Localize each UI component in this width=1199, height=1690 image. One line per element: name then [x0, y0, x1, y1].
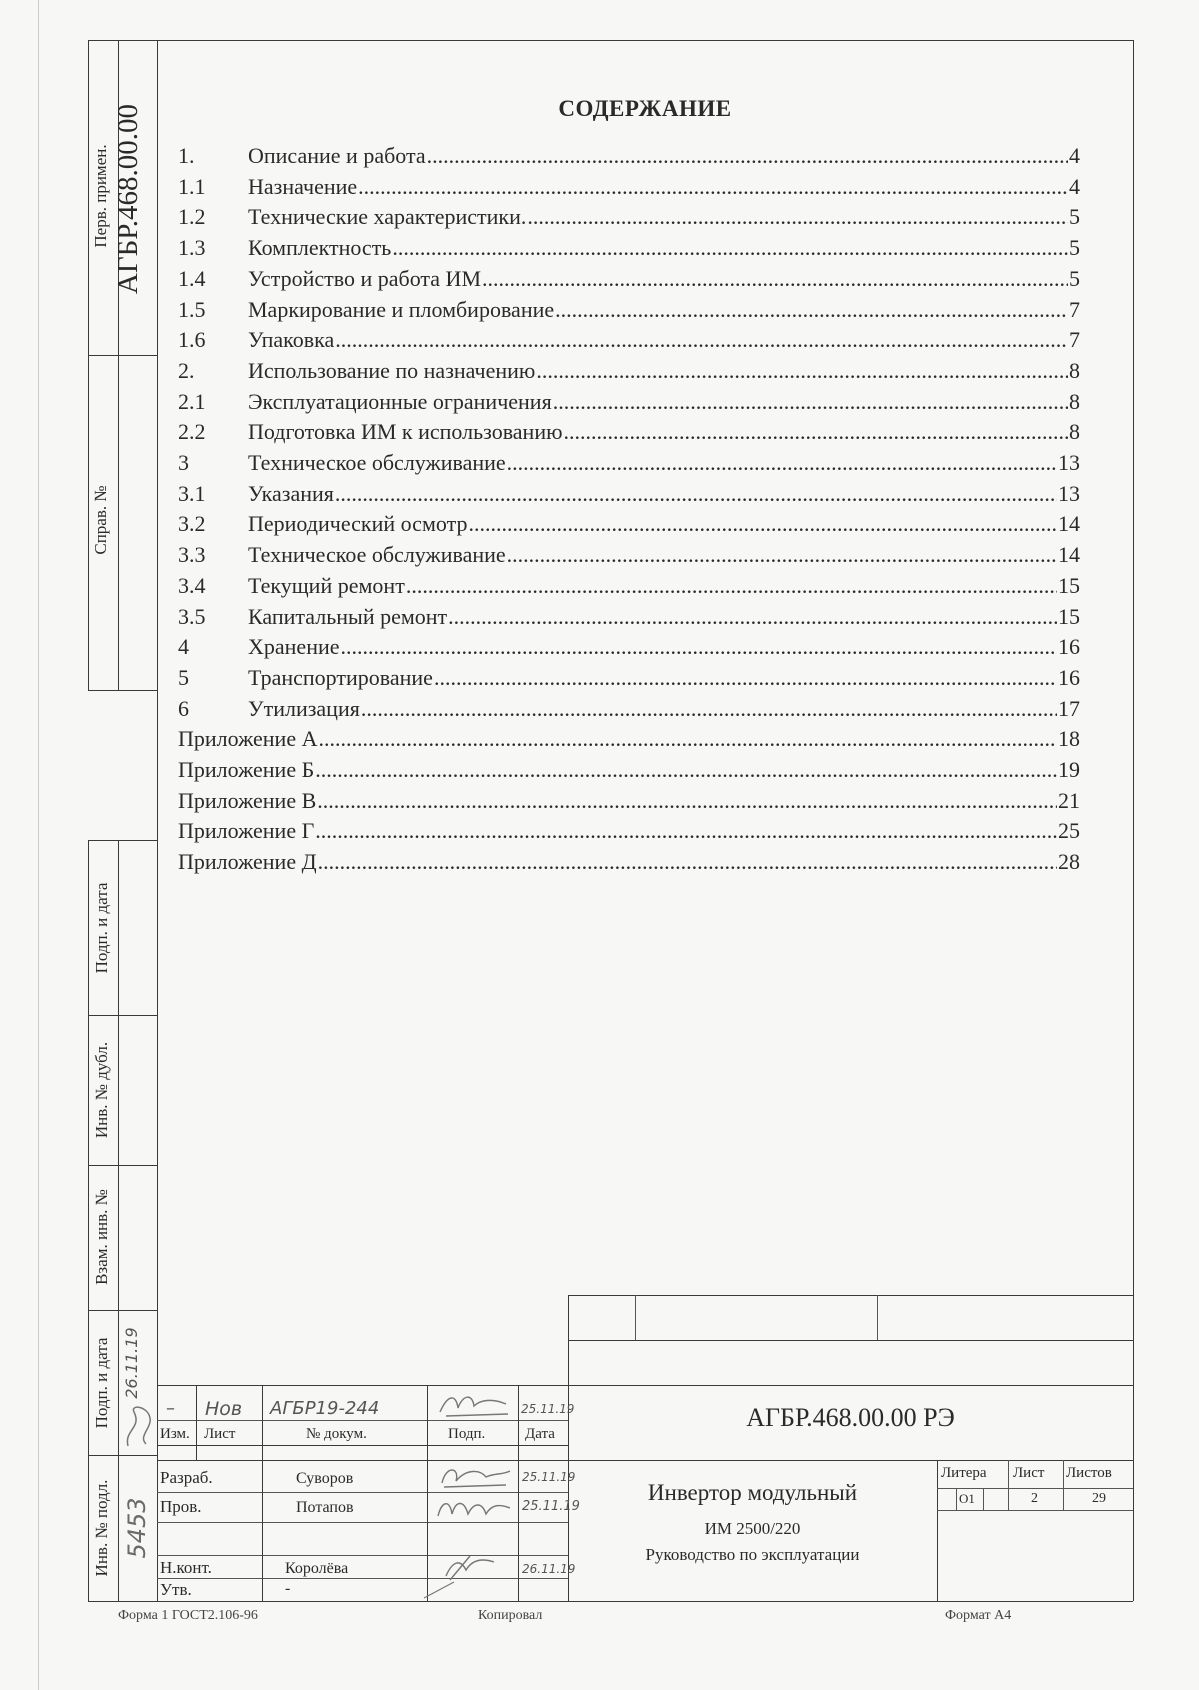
toc-item-page: 4	[1069, 173, 1080, 199]
perv-primen-value: АГБР.468.00.00	[112, 103, 144, 295]
toc-item-page: 21	[1058, 787, 1080, 813]
toc-item-number: 5	[178, 664, 189, 690]
date-razrab: 25.11.19	[522, 1470, 576, 1484]
podp-data-bottom-label: Подп. и дата	[92, 1337, 111, 1429]
toc-item-page: 7	[1069, 327, 1080, 353]
role-utv: Утв.	[160, 1580, 192, 1599]
toc-item-number: 3	[178, 450, 189, 475]
toc-item-leader	[335, 327, 1068, 353]
toc-item	[178, 844, 1080, 875]
toc-item-title: Приложение Д	[178, 849, 317, 875]
toc-item-title: Указания	[248, 480, 334, 506]
toc-item	[178, 721, 1080, 752]
toc-item-page: 14	[1058, 542, 1080, 568]
podp-data-top-label: Подп. и дата	[92, 882, 111, 974]
toc-item-title: Подготовка ИМ к использованию	[248, 419, 563, 445]
toc-item-number: 3.1	[178, 480, 206, 506]
toc-item-title: Приложение Г	[178, 818, 315, 844]
toc-item-leader	[341, 634, 1057, 660]
toc-item-number: 3.2	[178, 511, 206, 537]
toc-item-title: Утилизация	[248, 695, 360, 721]
toc-item	[178, 629, 1080, 660]
toc-item-page: 25	[1058, 818, 1080, 844]
role-nkont: Н.конт.	[160, 1558, 212, 1577]
header-date: Дата	[525, 1426, 555, 1442]
toc-item	[178, 476, 1080, 507]
toc-item-page: 15	[1058, 572, 1080, 598]
toc-item-leader	[553, 389, 1068, 415]
product-model: ИМ 2500/220	[704, 1519, 801, 1538]
toc-item-page: 14	[1058, 511, 1080, 537]
inv-podl-value: 5453	[123, 1497, 151, 1559]
toc-item-number: 1.5	[178, 296, 206, 322]
toc-item-number: 2.2	[178, 419, 206, 445]
toc-item-title: Капитальный ремонт	[248, 603, 448, 629]
toc-item	[178, 353, 1080, 384]
toc-item-page: 5	[1069, 204, 1080, 230]
signature-razrab-icon	[436, 1463, 514, 1491]
toc-item-number: 1.	[178, 143, 195, 168]
change-signature-icon	[436, 1390, 514, 1420]
toc-item-leader	[358, 174, 1068, 200]
toc-item	[178, 599, 1080, 630]
toc-item	[178, 506, 1080, 537]
toc-item-title: Хранение	[248, 634, 340, 660]
signature-utv-icon	[420, 1578, 460, 1600]
toc-item	[178, 445, 1080, 476]
name-razrab: Суворов	[296, 1470, 354, 1487]
toc-item	[178, 138, 1080, 169]
sprav-no-label: Справ. №	[91, 485, 110, 555]
toc-item-number: 1.1	[178, 173, 206, 199]
change-list: Нов	[205, 1398, 243, 1420]
header-doc: № докум.	[306, 1426, 367, 1442]
name-prov: Потапов	[296, 1499, 354, 1516]
litera-label: Литера	[941, 1465, 987, 1481]
toc-item-title: Приложение В	[178, 787, 317, 813]
toc-item-number: 1.4	[178, 265, 206, 291]
toc-item-leader	[427, 143, 1068, 169]
toc-item-title: Приложение А	[178, 726, 318, 752]
footer-format: Формат А4	[945, 1608, 1012, 1623]
header-izm: Изм.	[160, 1426, 190, 1442]
role-razrab: Разраб.	[160, 1468, 213, 1487]
header-podp: Подп.	[448, 1426, 486, 1442]
toc-item-number: 6	[178, 695, 189, 721]
toc-item-title: Описание и работа	[248, 143, 426, 168]
toc-item	[178, 752, 1080, 783]
toc-item	[178, 660, 1080, 691]
toc-item-leader	[448, 604, 1057, 630]
toc-item-number: 1.3	[178, 235, 206, 261]
toc-item-number: 3.3	[178, 542, 206, 568]
signature-prov-icon	[434, 1494, 514, 1522]
side-signature-icon	[120, 1400, 156, 1450]
toc-item-leader	[317, 788, 1057, 814]
toc-item-leader	[335, 481, 1057, 507]
date-prov: 25.11.19	[522, 1499, 580, 1514]
toc-item-title: Использование по назначению	[248, 357, 536, 383]
toc-item-title: Техническое обслуживание	[248, 450, 506, 475]
name-utv: -	[285, 1580, 291, 1597]
toc-item-number: 3.5	[178, 603, 206, 629]
perv-primen-label: Перв. примен.	[91, 144, 110, 248]
toc-item-page: 7	[1069, 296, 1080, 322]
toc-item-number: 4	[178, 634, 189, 660]
toc-item	[178, 384, 1080, 415]
toc-item-number: 2.1	[178, 388, 206, 414]
toc-item-leader	[507, 450, 1057, 476]
toc-item-page: 5	[1069, 265, 1080, 291]
toc-item	[178, 292, 1080, 323]
toc-item-leader	[468, 511, 1057, 537]
toc-item-page: 17	[1058, 695, 1080, 721]
toc-item	[178, 414, 1080, 445]
toc-item	[178, 783, 1080, 814]
toc-item-title: Назначение	[248, 173, 358, 199]
toc-item-title: Устройство и работа ИМ	[248, 265, 482, 291]
toc-item	[178, 199, 1080, 230]
toc-item-title: Периодический осмотр	[248, 511, 468, 537]
toc-item-page: 28	[1058, 849, 1080, 875]
toc-item-title: Транспортирование	[248, 664, 433, 690]
vzam-inv-label: Взам. инв. №	[92, 1189, 111, 1285]
change-izm: –	[166, 1398, 175, 1419]
podp-data-bottom-value: 26.11.19	[122, 1327, 141, 1399]
toc-item-page: 16	[1058, 634, 1080, 660]
toc-item-leader	[536, 358, 1068, 384]
toc-item-leader	[434, 665, 1057, 691]
listov-value: 29	[1092, 1491, 1106, 1506]
toc-item-page: 13	[1058, 480, 1080, 506]
toc-item-leader	[527, 204, 1068, 230]
product-name: Инвертор модульный	[647, 1480, 858, 1505]
header-list: Лист	[204, 1426, 236, 1442]
toc-item-leader	[406, 573, 1057, 599]
toc-item	[178, 230, 1080, 261]
toc-item	[178, 813, 1080, 844]
toc-item	[178, 261, 1080, 292]
litera-value: О1	[959, 1491, 975, 1506]
toc-item-leader	[482, 266, 1068, 292]
toc-item-page: 13	[1058, 450, 1080, 475]
toc-item-number: 2.	[178, 357, 195, 383]
toc-item	[178, 537, 1080, 568]
toc-item-page: 18	[1058, 726, 1080, 752]
toc-item-page: 15	[1058, 603, 1080, 629]
toc-item-title: Упаковка	[248, 327, 335, 353]
toc-item-leader	[318, 849, 1057, 875]
document-type: Руководство по эксплуатации	[645, 1545, 860, 1564]
role-prov: Пров.	[160, 1497, 202, 1516]
toc-item-page: 5	[1069, 235, 1080, 261]
toc-item-page: 16	[1058, 664, 1080, 690]
toc-item-title: Приложение Б	[178, 757, 315, 782]
toc-item-number: 1.6	[178, 327, 206, 353]
toc-item-page: 8	[1069, 419, 1080, 445]
toc-item-leader	[392, 235, 1068, 261]
toc-item-title: Техническое обслуживание	[248, 542, 506, 568]
document-designation: АГБР.468.00.00 РЭ	[746, 1403, 955, 1432]
toc-item	[178, 169, 1080, 200]
toc-item-number: 3.4	[178, 572, 206, 598]
listov-label: Листов	[1066, 1465, 1112, 1481]
toc-item	[178, 568, 1080, 599]
toc-item-title: Эксплуатационные ограничения	[248, 388, 552, 414]
toc-item-page: 4	[1069, 143, 1080, 168]
toc-item-leader	[361, 696, 1057, 722]
footer-kopiroval: Копировал	[478, 1608, 543, 1623]
toc-item-leader	[507, 542, 1057, 568]
toc-item-page: 8	[1069, 388, 1080, 414]
toc-item-number: 1.2	[178, 204, 206, 230]
footer-forma: Форма 1 ГОСТ2.106-96	[118, 1608, 258, 1623]
toc-item-page: 8	[1069, 357, 1080, 383]
toc-heading: СОДЕРЖАНИЕ	[558, 96, 732, 121]
toc-item-leader	[315, 757, 1057, 783]
toc-item-leader	[564, 419, 1068, 445]
toc-item-leader	[318, 726, 1057, 752]
list-label: Лист	[1013, 1465, 1045, 1481]
change-doc: АГБР19-244	[270, 1398, 380, 1419]
toc-item-leader	[315, 818, 1057, 844]
list-value: 2	[1031, 1491, 1038, 1506]
toc-item	[178, 691, 1080, 722]
toc-item-title: Маркирование и пломбирование	[248, 296, 555, 322]
toc-item-title: Текущий ремонт	[248, 572, 405, 598]
inv-podl-label: Инв. № подл.	[92, 1479, 111, 1577]
toc-item-page: 19	[1058, 757, 1080, 782]
change-date: 25.11.19	[521, 1402, 575, 1416]
date-nkont: 26.11.19	[522, 1562, 576, 1576]
name-nkont: Королёва	[285, 1560, 349, 1577]
inv-dubl-label: Инв. № дубл.	[92, 1041, 111, 1139]
toc-item-leader	[555, 297, 1068, 323]
toc-item-title: Комплектность	[248, 235, 392, 261]
toc-item	[178, 322, 1080, 353]
toc-item-title: Технические характеристики.	[248, 204, 527, 230]
